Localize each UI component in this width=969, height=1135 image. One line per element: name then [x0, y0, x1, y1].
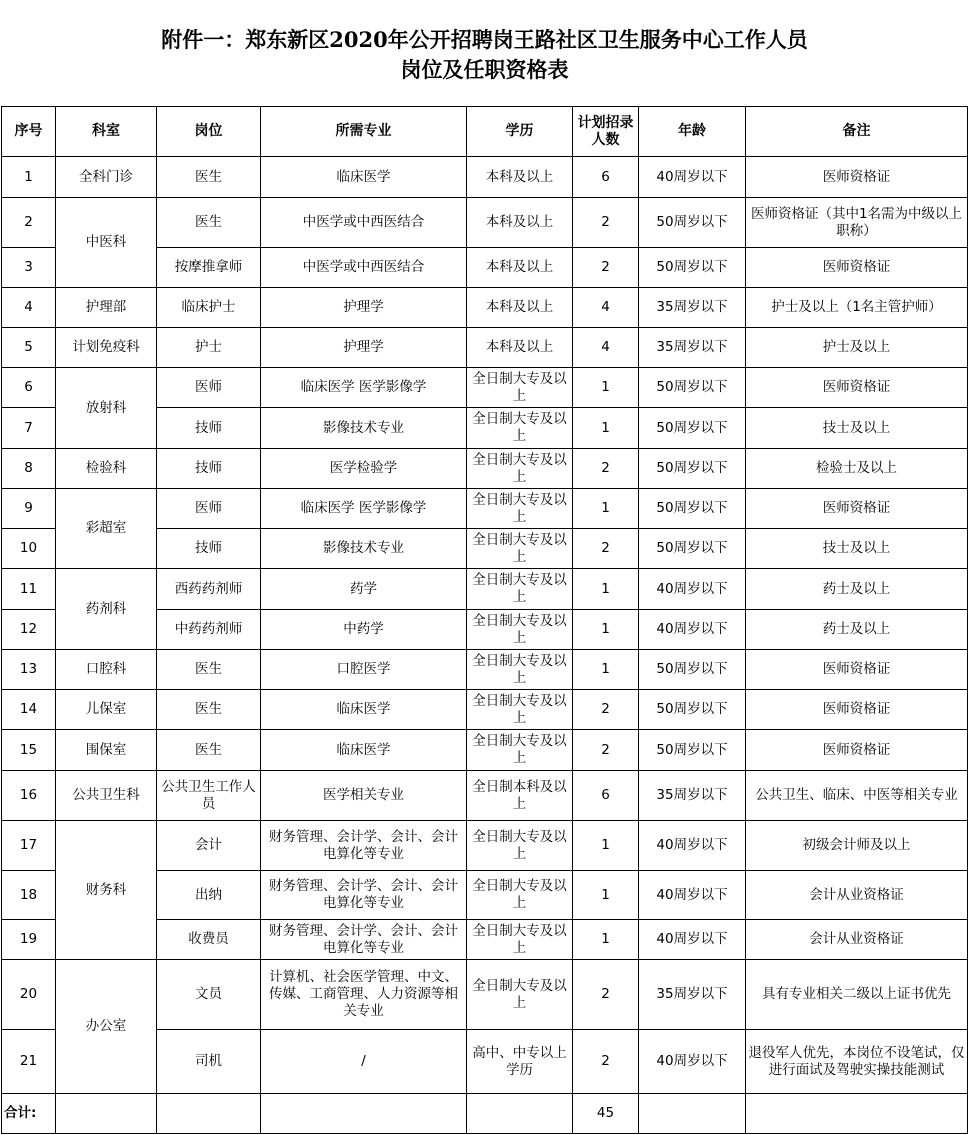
- major: 财务管理、会计学、会计、会计电算化等专业: [261, 821, 467, 871]
- row-number: 3: [2, 248, 56, 288]
- department: 药剂科: [56, 569, 157, 650]
- department: 办公室: [56, 960, 157, 1094]
- age-limit: 50周岁以下: [639, 730, 746, 771]
- education: 全日制大专及以上: [467, 529, 573, 569]
- age-limit: 50周岁以下: [639, 248, 746, 288]
- education: 本科及以上: [467, 157, 573, 198]
- remark: 技士及以上: [746, 529, 968, 569]
- header-cell: 所需专业: [261, 107, 467, 157]
- major: 中药学: [261, 610, 467, 650]
- headcount: 2: [573, 690, 639, 730]
- major: 医学相关专业: [261, 771, 467, 821]
- major: 护理学: [261, 288, 467, 328]
- major: 药学: [261, 569, 467, 610]
- table-row: [2, 449, 968, 489]
- position: 技师: [157, 408, 261, 449]
- header-cell: 计划招录人数: [573, 107, 639, 157]
- table-row: [2, 368, 968, 408]
- table-row: [2, 771, 968, 821]
- age-limit: 50周岁以下: [639, 198, 746, 248]
- headcount: 6: [573, 771, 639, 821]
- table-row: [2, 690, 968, 730]
- table-row: [2, 960, 968, 1030]
- education: 全日制大专及以上: [467, 569, 573, 610]
- education: 本科及以上: [467, 328, 573, 368]
- education: 全日制大专及以上: [467, 960, 573, 1030]
- row-number: 6: [2, 368, 56, 408]
- empty-cell: [746, 1094, 968, 1134]
- department: 口腔科: [56, 650, 157, 690]
- education: 全日制大专及以上: [467, 730, 573, 771]
- remark: 护士及以上（1名主管护师）: [746, 288, 968, 328]
- age-limit: 35周岁以下: [639, 288, 746, 328]
- table-row: [2, 157, 968, 198]
- table-row: [2, 198, 968, 248]
- headcount: 4: [573, 288, 639, 328]
- education: 本科及以上: [467, 248, 573, 288]
- row-number: 12: [2, 610, 56, 650]
- remark: 医师资格证: [746, 368, 968, 408]
- major: /: [261, 1030, 467, 1094]
- header-cell: 备注: [746, 107, 968, 157]
- row-number: 20: [2, 960, 56, 1030]
- total-headcount: 45: [573, 1094, 639, 1134]
- row-number: 21: [2, 1030, 56, 1094]
- row-number: 16: [2, 771, 56, 821]
- department: 全科门诊: [56, 157, 157, 198]
- position: 医生: [157, 690, 261, 730]
- table-row: [2, 328, 968, 368]
- position: 公共卫生工作人员: [157, 771, 261, 821]
- header-cell: 科室: [56, 107, 157, 157]
- age-limit: 50周岁以下: [639, 489, 746, 529]
- row-number: 9: [2, 489, 56, 529]
- major: 影像技术专业: [261, 529, 467, 569]
- education: 全日制本科及以上: [467, 771, 573, 821]
- headcount: 6: [573, 157, 639, 198]
- age-limit: 50周岁以下: [639, 529, 746, 569]
- row-number: 13: [2, 650, 56, 690]
- major: 口腔医学: [261, 650, 467, 690]
- headcount: 2: [573, 1030, 639, 1094]
- department: 彩超室: [56, 489, 157, 569]
- remark: 药士及以上: [746, 569, 968, 610]
- headcount: 1: [573, 650, 639, 690]
- major: 计算机、社会医学管理、中文、传媒、工商管理、人力资源等相关专业: [261, 960, 467, 1030]
- recruitment-table: [1, 106, 968, 1134]
- headcount: 2: [573, 198, 639, 248]
- major: 临床医学 医学影像学: [261, 368, 467, 408]
- department: 放射科: [56, 368, 157, 449]
- education: 全日制大专及以上: [467, 408, 573, 449]
- headcount: 1: [573, 610, 639, 650]
- row-number: 18: [2, 871, 56, 920]
- age-limit: 40周岁以下: [639, 821, 746, 871]
- headcount: 1: [573, 368, 639, 408]
- remark: 护士及以上: [746, 328, 968, 368]
- remark: 检验士及以上: [746, 449, 968, 489]
- row-number: 11: [2, 569, 56, 610]
- education: 本科及以上: [467, 288, 573, 328]
- row-number: 10: [2, 529, 56, 569]
- major: 临床医学: [261, 690, 467, 730]
- position: 出纳: [157, 871, 261, 920]
- header-cell: 年龄: [639, 107, 746, 157]
- position: 护士: [157, 328, 261, 368]
- headcount: 2: [573, 960, 639, 1030]
- total-label: 合计:: [2, 1094, 56, 1134]
- table-row: [2, 288, 968, 328]
- education: 全日制大专及以上: [467, 489, 573, 529]
- table-row: [2, 821, 968, 871]
- empty-cell: [261, 1094, 467, 1134]
- department: 计划免疫科: [56, 328, 157, 368]
- major: 临床医学: [261, 157, 467, 198]
- headcount: 1: [573, 871, 639, 920]
- education: 全日制大专及以上: [467, 368, 573, 408]
- table-row: [2, 569, 968, 610]
- major: 临床医学: [261, 730, 467, 771]
- empty-cell: [56, 1094, 157, 1134]
- row-number: 2: [2, 198, 56, 248]
- age-limit: 40周岁以下: [639, 871, 746, 920]
- table-row: [2, 650, 968, 690]
- row-number: 7: [2, 408, 56, 449]
- row-number: 14: [2, 690, 56, 730]
- major: 医学检验学: [261, 449, 467, 489]
- position: 技师: [157, 529, 261, 569]
- age-limit: 40周岁以下: [639, 569, 746, 610]
- row-number: 1: [2, 157, 56, 198]
- department: 儿保室: [56, 690, 157, 730]
- headcount: 1: [573, 489, 639, 529]
- position: 医生: [157, 198, 261, 248]
- empty-cell: [157, 1094, 261, 1134]
- remark: 具有专业相关二级以上证书优先: [746, 960, 968, 1030]
- row-number: 8: [2, 449, 56, 489]
- remark: 医师资格证（其中1名需为中级以上职称）: [746, 198, 968, 248]
- department: 财务科: [56, 821, 157, 960]
- remark: 公共卫生、临床、中医等相关专业: [746, 771, 968, 821]
- row-number: 17: [2, 821, 56, 871]
- education: 全日制大专及以上: [467, 650, 573, 690]
- empty-cell: [639, 1094, 746, 1134]
- position: 医生: [157, 730, 261, 771]
- age-limit: 40周岁以下: [639, 157, 746, 198]
- remark: 药士及以上: [746, 610, 968, 650]
- department: 中医科: [56, 198, 157, 288]
- remark: 技士及以上: [746, 408, 968, 449]
- position: 西药药剂师: [157, 569, 261, 610]
- table-row: [2, 489, 968, 529]
- age-limit: 50周岁以下: [639, 449, 746, 489]
- position: 收费员: [157, 920, 261, 960]
- major: 财务管理、会计学、会计、会计电算化等专业: [261, 871, 467, 920]
- row-number: 5: [2, 328, 56, 368]
- department: 围保室: [56, 730, 157, 771]
- header-cell: 学历: [467, 107, 573, 157]
- header-row: [2, 107, 968, 157]
- major: 中医学或中西医结合: [261, 198, 467, 248]
- remark: 会计从业资格证: [746, 871, 968, 920]
- age-limit: 50周岁以下: [639, 408, 746, 449]
- education: 全日制大专及以上: [467, 871, 573, 920]
- department: 检验科: [56, 449, 157, 489]
- table-row: [2, 730, 968, 771]
- headcount: 2: [573, 730, 639, 771]
- education: 全日制大专及以上: [467, 821, 573, 871]
- remark: 医师资格证: [746, 157, 968, 198]
- position: 医师: [157, 368, 261, 408]
- position: 司机: [157, 1030, 261, 1094]
- position: 按摩推拿师: [157, 248, 261, 288]
- position: 医师: [157, 489, 261, 529]
- department: 公共卫生科: [56, 771, 157, 821]
- position: 中药药剂师: [157, 610, 261, 650]
- remark: 会计从业资格证: [746, 920, 968, 960]
- age-limit: 50周岁以下: [639, 368, 746, 408]
- age-limit: 40周岁以下: [639, 610, 746, 650]
- total-row: [2, 1094, 968, 1134]
- headcount: 4: [573, 328, 639, 368]
- remark: 初级会计师及以上: [746, 821, 968, 871]
- position: 文员: [157, 960, 261, 1030]
- age-limit: 50周岁以下: [639, 650, 746, 690]
- headcount: 1: [573, 408, 639, 449]
- position: 技师: [157, 449, 261, 489]
- remark: 退役军人优先，本岗位不设笔试，仅进行面试及驾驶实操技能测试: [746, 1030, 968, 1094]
- remark: 医师资格证: [746, 489, 968, 529]
- major: 临床医学 医学影像学: [261, 489, 467, 529]
- department: 护理部: [56, 288, 157, 328]
- headcount: 2: [573, 248, 639, 288]
- remark: 医师资格证: [746, 650, 968, 690]
- headcount: 2: [573, 529, 639, 569]
- position: 临床护士: [157, 288, 261, 328]
- position: 医生: [157, 157, 261, 198]
- header-cell: 岗位: [157, 107, 261, 157]
- education: 全日制大专及以上: [467, 610, 573, 650]
- education: 全日制大专及以上: [467, 690, 573, 730]
- remark: 医师资格证: [746, 248, 968, 288]
- age-limit: 35周岁以下: [639, 771, 746, 821]
- row-number: 4: [2, 288, 56, 328]
- major: 护理学: [261, 328, 467, 368]
- headcount: 2: [573, 449, 639, 489]
- age-limit: 35周岁以下: [639, 328, 746, 368]
- row-number: 15: [2, 730, 56, 771]
- row-number: 19: [2, 920, 56, 960]
- header-cell: 序号: [2, 107, 56, 157]
- remark: 医师资格证: [746, 730, 968, 771]
- major: 财务管理、会计学、会计、会计电算化等专业: [261, 920, 467, 960]
- headcount: 1: [573, 920, 639, 960]
- title-line-2: 岗位及任职资格表: [400, 57, 569, 82]
- education: 本科及以上: [467, 198, 573, 248]
- position: 医生: [157, 650, 261, 690]
- headcount: 1: [573, 569, 639, 610]
- education: 全日制大专及以上: [467, 920, 573, 960]
- age-limit: 40周岁以下: [639, 1030, 746, 1094]
- title-line-1: 附件一：郑东新区2020年公开招聘岗王路社区卫生服务中心工作人员: [161, 27, 808, 52]
- education: 全日制大专及以上: [467, 449, 573, 489]
- education: 高中、中专以上学历: [467, 1030, 573, 1094]
- age-limit: 50周岁以下: [639, 690, 746, 730]
- age-limit: 35周岁以下: [639, 960, 746, 1030]
- headcount: 1: [573, 821, 639, 871]
- age-limit: 40周岁以下: [639, 920, 746, 960]
- position: 会计: [157, 821, 261, 871]
- major: 中医学或中西医结合: [261, 248, 467, 288]
- major: 影像技术专业: [261, 408, 467, 449]
- empty-cell: [467, 1094, 573, 1134]
- remark: 医师资格证: [746, 690, 968, 730]
